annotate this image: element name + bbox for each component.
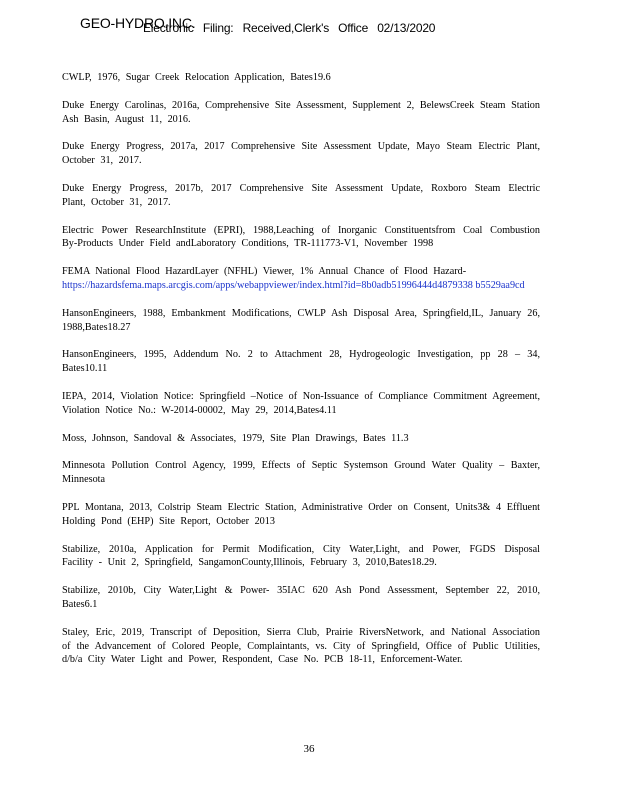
reference-list [62, 71, 540, 681]
page-number: 36 [303, 743, 315, 755]
reference-item: IEPA, 2014, Violation Notice: Springfield –Notice of Non-Issuance of Compliance Commitment Agreement, Violation Notice No.: W-2014-00002, May 29, 2014,Bates4.11 [62, 390, 540, 416]
reference-item [62, 265, 540, 293]
reference-item: CWLP, 1976, Sugar Creek Relocation Application, Bates19.6 [62, 72, 331, 83]
reference-item: Staley, Eric, 2019, Transcript of Deposition, Sierra Club, Prairie RiversNetwork, and National Association of the Advancement of Colored People, Complaintants, vs. City of Springfield, Office of Public Utilities, d/b/a City Water Light and Power, Respondent, Case No. PCB 18-11, Enforcement-Water. [62, 626, 540, 666]
reference-item: Electric Power ResearchInstitute (EPRI), 1988,Leaching of Inorganic Constituentsfrom Coal Combustion By-Products Under Field andLaboratory Conditions, TR-111773-V1, November 1998 [62, 224, 540, 250]
reference-item: Duke Energy Progress, 2017a, 2017 Comprehensive Site Assessment Update, Mayo Steam Electric Plant, October 31, 2017. [62, 141, 540, 167]
reference-item: Minnesota Pollution Control Agency, 1999, Effects of Septic Systemson Ground Water Quality – Baxter, Minnesota [62, 460, 540, 486]
reference-text: FEMA National Flood HazardLayer (NFHL) Viewer, 1% Annual Chance of Flood Hazard- [62, 266, 467, 278]
reference-item: Stabilize, 2010b, City Water,Light & Power- 35IAC 620 Ash Pond Assessment, September 22, 2010, Bates6.1 [62, 585, 540, 610]
reference-item: PPL Montana, 2013, Colstrip Steam Electric Station, Administrative Order on Consent, Units3& 4 Effluent Holding Pond (EHP) Site Report, October 2013 [62, 501, 540, 527]
fema-link[interactable]: https://hazardsfema.maps.arcgis.com/apps/webappviewer/index.html?id=8b0adb51996444d4879338 b5529aa9cd [62, 279, 525, 291]
reference-item: HansonEngineers, 1995, Addendum No. 2 to Attachment 28, Hydrogeologic Investigation, pp 28 – 34, Bates10.11 [62, 349, 540, 375]
reference-item: HansonEngineers, 1988, Embankment Modifications, CWLP Ash Disposal Area, Springfield,IL, January 26, 1988,Bates18.27 [62, 307, 540, 333]
company-logo-text: GEO-HYDRO,INC. [80, 15, 196, 31]
reference-item: Duke Energy Carolinas, 2016a, Comprehensive Site Assessment, Supplement 2, BelewsCreek Steam Station Ash Basin, August 11, 2016. [62, 99, 540, 125]
reference-item: Duke Energy Progress, 2017b, 2017 Comprehensive Site Assessment Update, Roxboro Steam Electric Plant, October 31, 2017. [62, 182, 540, 208]
filing-stamp: Electronic Filing: Received,Clerk's Office 02/13/2020 [143, 21, 436, 35]
reference-item: Moss, Johnson, Sandoval & Associates, 1979, Site Plan Drawings, Bates 11.3 [62, 432, 409, 444]
reference-item: Stabilize, 2010a, Application for Permit Modification, City Water,Light, and Power, FGDS Disposal Facility - Unit 2, Springfield, SangamonCounty,Illinois, February 3, 2010,Bates18.29. [62, 543, 540, 569]
